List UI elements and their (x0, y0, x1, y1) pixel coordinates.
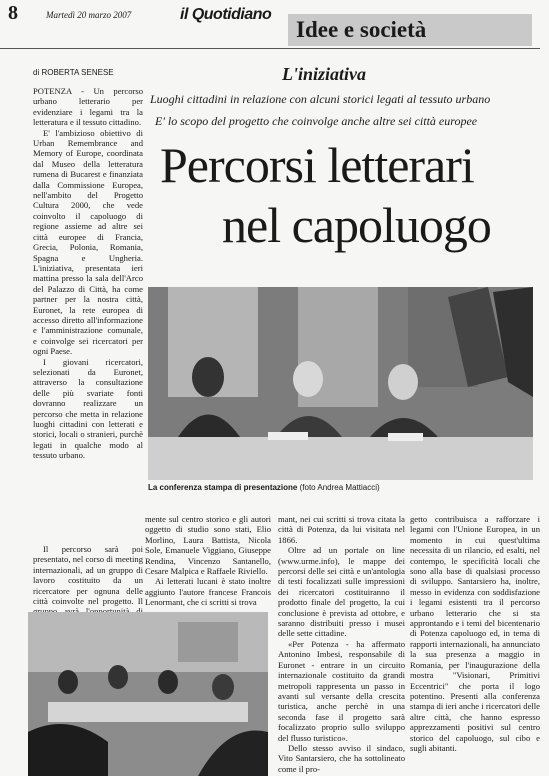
photo-caption-title: La conferenza stampa di presentazione (148, 483, 298, 492)
paragraph: POTENZA - Un percorso urbano letterario per evidenziare i legami tra la letteratura e il tessuto cittadino. (33, 86, 143, 128)
paragraph: Oltre ad un portale on line (www.urme.info), le mappe dei percorsi delle sei città e un'antologia di testi focalizzati sulle impressioni dei ricercatori costituiranno il prodotto finale del progetto, la cui conclusione è prevista ad ottobre, e saranno distribuiti presso i musei delle sette cittadine. (278, 545, 405, 639)
paragraph: mant, nei cui scritti si trova citata la città di Potenza, da lui visitata nel 1866. (278, 514, 405, 545)
article-column-1 (33, 86, 143, 461)
article-author: di ROBERTA SENESE (33, 68, 114, 77)
page-number: 8 (8, 2, 18, 24)
article-subtitle-2: E' lo scopo del progetto che coinvolge anche altre sei città europee (155, 114, 478, 128)
press-conference-photo-drawing (148, 287, 533, 480)
article-column-2 (145, 514, 271, 608)
meeting-photo (28, 612, 268, 776)
press-conference-photo (148, 287, 533, 480)
paragraph: getto contribuisca a rafforzare i legami con l'Unione Europea, in un momento in cui quest'ultima necessita di un rilancio, ed esalti, nel contempo, le specificità locali che sono alla base di qualsiasi processo di sviluppo. Santarsiero ha, inoltre, messo in evidenza con soddisfazione i legami esistenti tra il percorso urbano letterario che si sta approntando e i temi del bicentenario di Potenza capoluogo ed, in tema di rapporti internazionali, ha annunciato la sua presenza a maggio in Romania, per l'inaugurazione della mostra "Visionari, Primitivi Eccentrici" che porta il logo potentino. Presenti alla conferenza stampa di ieri anche i ricercatori delle altre città, che hanno espresso apprezzamenti positivi sul centro storico del capoluogo, sul cibo e sugli abitanti. (410, 514, 540, 753)
header-divider (0, 48, 540, 49)
paragraph: E' l'ambizioso obiettivo di Urban Remembrance and Memory of Europe, coordinata dal Museo della letteratura rumena di Bucarest e finanziata dalla Commissione Europea, nell'ambito del Progetto Cultura 2000, che vede coinvolto il capoluogo di regione assieme ad altre sei città europee di Francia, Grecia, Polonia, Romania, Spagna e Ungheria. L'iniziativa, presentata ieri mattina presso la sala dell'Arco del Palazzo di Città, ha come partner per la nostra città, Euronet, la rete europea di accesso diretto all'informazione e l'amministrazione comunale, e coinvolge sei ricercatori per ogni Paese. (33, 127, 143, 357)
issue-date: Martedì 20 marzo 2007 (46, 10, 132, 20)
paragraph: «Per Potenza - ha affermato Antonino Imbesi, responsabile di Euronet - entrare in un circuito internazionale costituito da grandi metropoli rappresenta un passo in avanti sul versante della crescita turistica, anche perchè in una seconda fase il progetto sarà focalizzato proprio sullo sviluppo del flusso turistico». (278, 638, 405, 743)
photo-caption (148, 483, 533, 492)
paragraph: I giovani ricercatori, selezionati da Euronet, attraverso la consultazione delle più svariate fonti dovranno realizzare un percorso che metta in relazione luoghi cittadini con letterati e storici, locali o stranieri, purchè legati in qualche modo al tessuto urbano. (33, 356, 143, 461)
photo-credit: (foto Andrea Mattiacci) (299, 483, 380, 492)
article-title-line-2: nel capoluogo (222, 197, 491, 253)
section-title: Idee e società (288, 14, 532, 46)
article-column-4 (410, 514, 540, 753)
paragraph: Dello stesso avviso il sindaco, Vito Santarsiero, che ha sottolineato come il pro- (278, 742, 405, 774)
article-column-3 (278, 514, 405, 774)
meeting-photo-drawing (28, 612, 268, 776)
paragraph: Il percorso sarà poi presentato, nel corso di meeting internazionali, ad un gruppo di lavoro costituito da un ricercatore per ognuna delle città coinvolte nel progetto. Il (33, 544, 143, 607)
paragraph: Ai letterati lucani è stato inoltre aggiunto l'autore francese Francois Lenormant, che ci scritti si trova (145, 576, 271, 608)
article-subtitle-1: Luoghi cittadini in relazione con alcuni storici legati al tessuto urbano (150, 92, 491, 106)
paragraph: mente sul centro storico e gli autori oggetto di studio sono stati, Elio Morlino, Laura Battista, Nicola Sole, Emanuele Viggiano, Giuseppe Rendina, Vincenzo Santanello, Cesare Malpica e Raffaele Riviello. (145, 514, 271, 577)
article-kicker: L'iniziativa (282, 64, 367, 84)
article-title-line-1: Percorsi letterari (160, 137, 474, 193)
newspaper-name: il Quotidiano (180, 6, 272, 23)
